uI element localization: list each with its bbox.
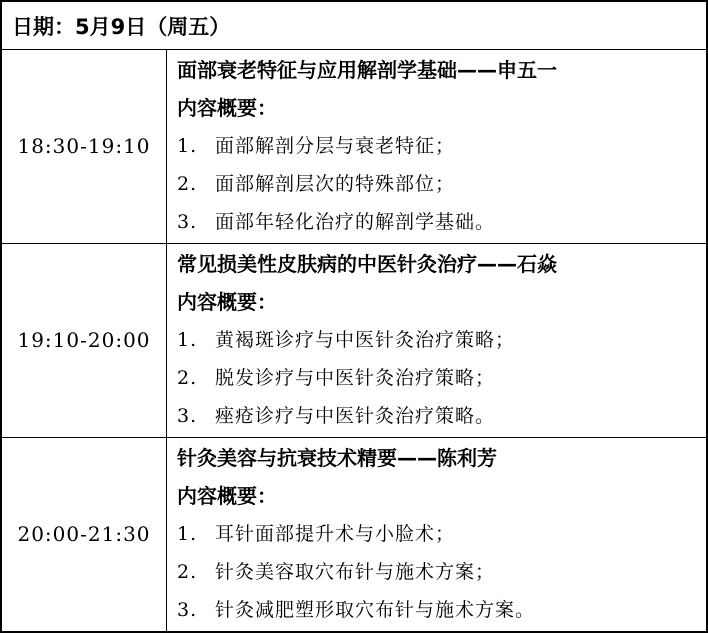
summary-label: 内容概要： (177, 290, 277, 314)
list-item (177, 515, 706, 553)
item-number: 3. (177, 599, 198, 622)
list-item (177, 165, 706, 203)
list-item (177, 553, 706, 591)
session-row (2, 50, 706, 243)
item-number: 3. (177, 211, 198, 234)
list-item (177, 591, 706, 629)
session-content (167, 50, 707, 243)
item-number: 1. (177, 329, 198, 351)
item-text: 针灸减肥塑形取穴布针与施术方案。 (215, 599, 536, 622)
session-row (2, 243, 706, 437)
list-item (177, 203, 706, 241)
item-number: 2. (177, 367, 198, 389)
session-time: 20:00-21:30 (2, 437, 167, 631)
item-text: 针灸美容取穴布针与施术方案； (215, 561, 496, 584)
session-time: 19:10-20:00 (2, 243, 167, 437)
session-title: 面部衰老特征与应用解剖学基础——申五一 (177, 58, 557, 83)
item-text: 脱发诊疗与中医针灸治疗策略； (215, 367, 496, 389)
session-row (2, 437, 706, 631)
list-item (177, 127, 706, 165)
item-text: 痤疮诊疗与中医针灸治疗策略。 (215, 405, 496, 427)
item-number: 1. (177, 523, 198, 546)
item-number: 2. (177, 173, 198, 196)
session-title: 常见损美性皮肤病的中医针灸治疗——石焱 (177, 252, 557, 276)
item-text: 面部年轻化治疗的解剖学基础。 (215, 211, 496, 234)
schedule-table (2, 50, 706, 631)
item-number: 1. (177, 135, 198, 158)
session-time: 18:30-19:10 (2, 50, 167, 243)
item-text: 面部解剖分层与衰老特征； (215, 135, 456, 158)
summary-label: 内容概要： (177, 96, 277, 121)
item-text: 耳针面部提升术与小脸术； (215, 523, 456, 546)
item-number: 3. (177, 405, 198, 427)
list-item (177, 397, 706, 435)
date-text: 日期：5月9日（周五） (12, 14, 231, 39)
item-text: 面部解剖层次的特殊部位； (215, 173, 456, 196)
item-text: 黄褐斑诊疗与中医针灸治疗策略； (215, 329, 516, 351)
list-item (177, 321, 706, 359)
date-header (2, 2, 706, 50)
session-content (167, 243, 707, 437)
session-content (167, 437, 707, 631)
item-number: 2. (177, 561, 198, 584)
summary-label: 内容概要： (177, 484, 277, 509)
list-item (177, 359, 706, 397)
session-title: 针灸美容与抗衰技术精要——陈利芳 (177, 446, 497, 471)
